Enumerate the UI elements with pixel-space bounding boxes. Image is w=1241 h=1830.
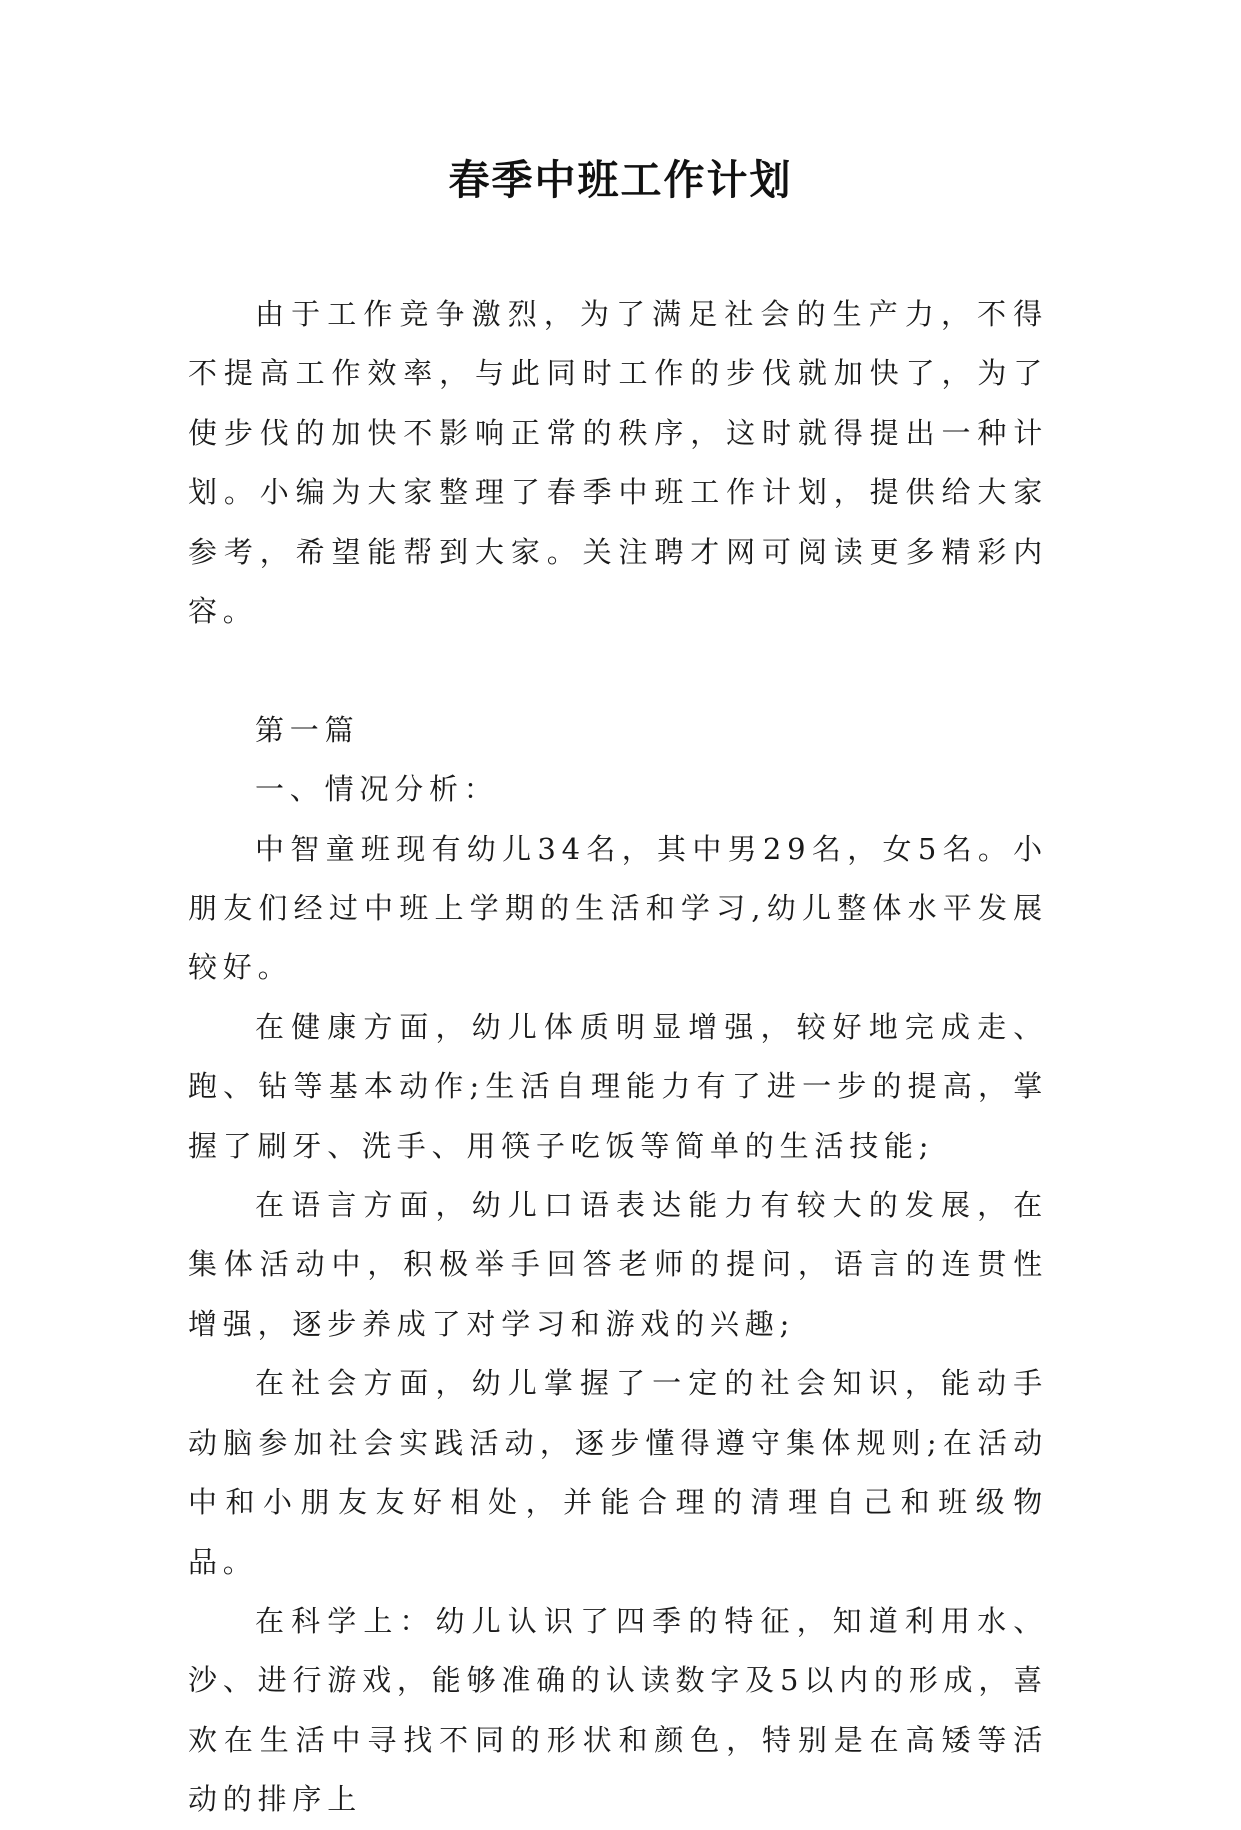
document-title: 春季中班工作计划 [448, 156, 793, 204]
body-paragraph: 在语言方面，幼儿口语表达能力有较大的发展，在集体活动中，积极举手回答老师的提问，语言的连贯性增强，逐步养成了对学习和游戏的兴趣; [188, 1188, 1048, 1341]
body-paragraph: 在科学上：幼儿认识了四季的特征，知道利用水、沙、进行游戏，能够准确的认读数字及5以内的形成，喜欢在生活中寻找不同的形状和颜色，特别是在高矮等活动的排序上 [188, 1603, 1048, 1817]
body-paragraph: 在社会方面，幼儿掌握了一定的社会知识，能动手动脑参加社会实践活动，逐步懂得遵守集体规则;在活动中和小朋友友好相处，并能合理的清理自己和班级物品。 [188, 1366, 1048, 1579]
body-paragraph: 中智童班现有幼儿34名，其中男29名，女5名。小朋友们经过中班上学期的生活和学习,幼儿整体水平发展较好。 [188, 831, 1048, 985]
subheading: 一、情况分析： [255, 772, 499, 807]
intro-paragraph: 由于工作竞争激烈，为了满足社会的生产力，不得不提高工作效率，与此同时工作的步伐就加快了，为了使步伐的加快不影响正常的秩序，这时就得提出一种计划。小编为大家整理了春季中班工作计划，提供给大家参考，希望能帮到大家。关注聘才网可阅读更多精彩内容。 [188, 297, 1048, 629]
document-body [188, 285, 1048, 1830]
body-paragraph: 在健康方面，幼儿体质明显增强，较好地完成走、跑、钻等基本动作;生活自理能力有了进一步的提高，掌握了刷牙、洗手、用筷子吃饭等简单的生活技能; [188, 1009, 1048, 1163]
section-heading: 第一篇 [255, 712, 360, 747]
